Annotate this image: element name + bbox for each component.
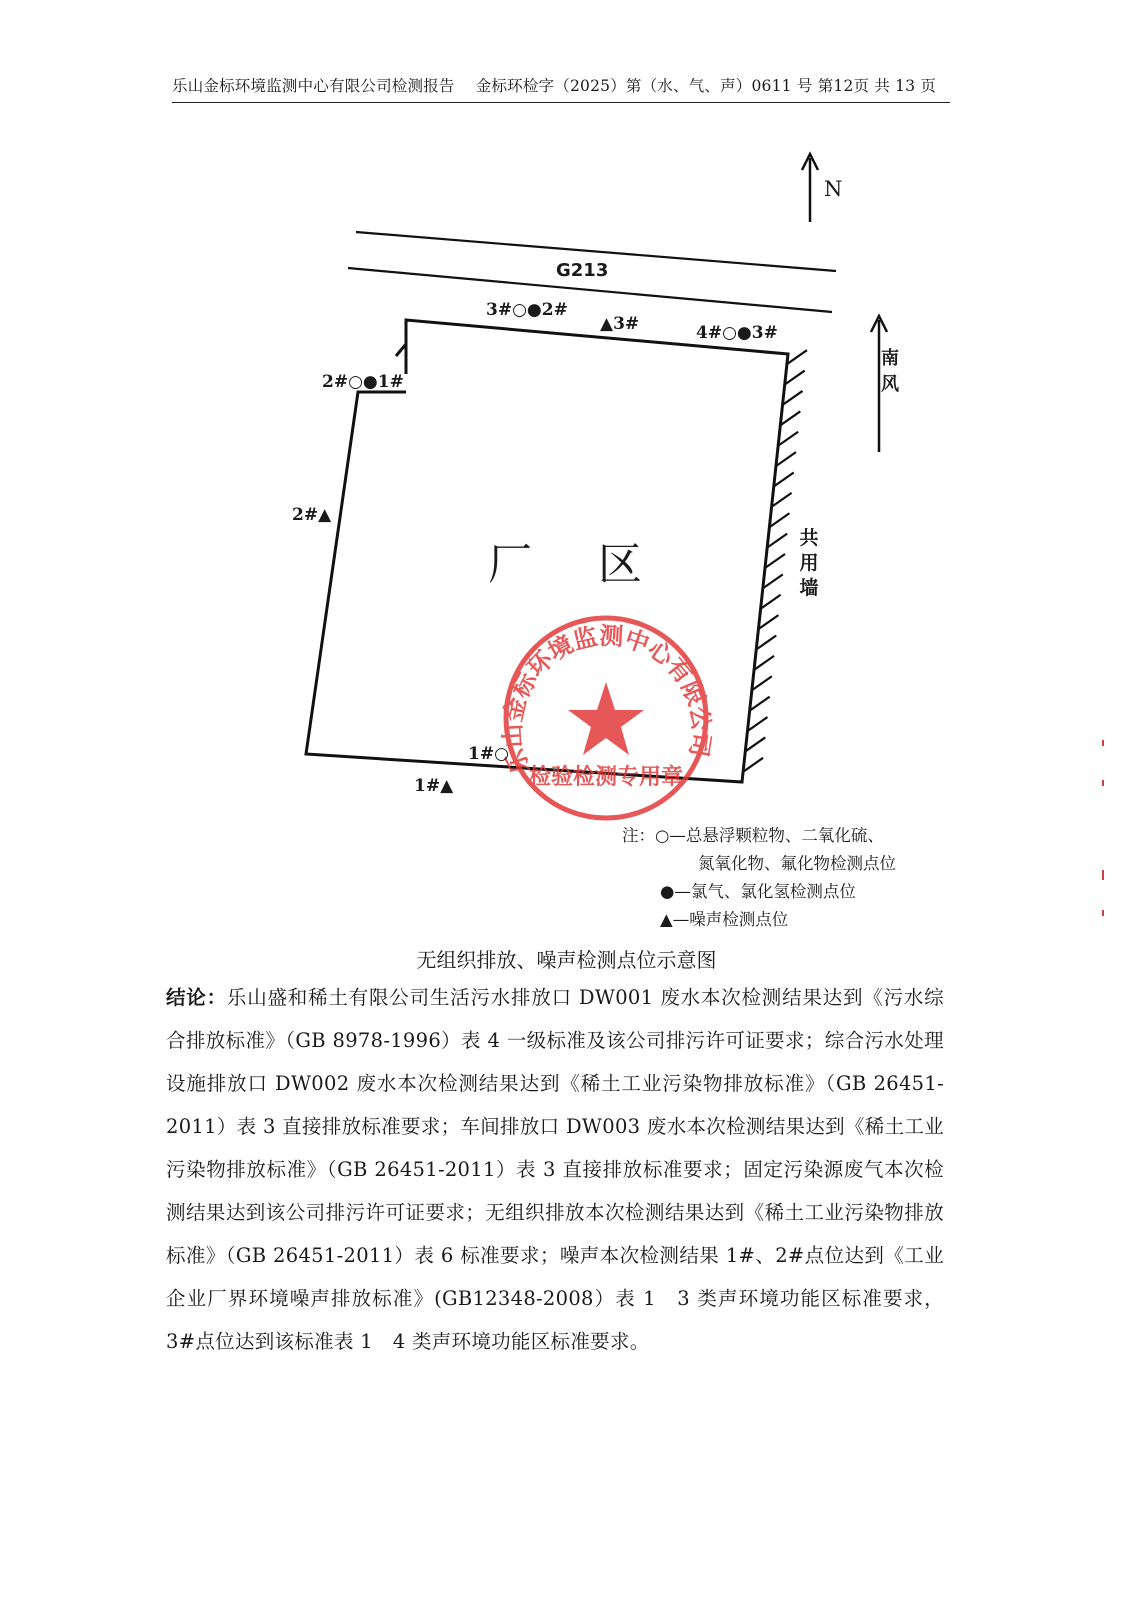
point-bottom-o: 1#○ xyxy=(468,744,509,764)
point-top-right: 4#○●3# xyxy=(696,323,778,343)
header-org: 乐山金标环境监测中心有限公司检测报告 xyxy=(172,77,455,95)
wall-hatch-mark xyxy=(763,574,783,588)
wall-hatch-mark xyxy=(758,615,778,629)
wall-hatch-mark xyxy=(785,371,805,385)
note-prefix: 注： xyxy=(622,826,655,845)
note-line-1: ○—总悬浮颗粒物、二氧化硫、 xyxy=(655,826,884,845)
conclusion-body: 乐山盛和稀土有限公司生活污水排放口 DW001 废水本次检测结果达到《污水综合排放标准》（GB 8978-1996）表 4 一级标准及该公司排污许可证要求；综合污水处理设施排放口 DW002 废水本次检测结果达到《稀土工业污染物排放标准》（GB 26451-2011）表 3 直接排放标准要求；车间排放口 DW003 废水本次检测结果达到《稀土工业污染物排放标准》（GB 26451-2011）表 3 直接排放标准要求；固定污染源废气本次检测结果达到该公司排污许可证要求；无组织排放本次检测结果达到《稀土工业污染物排放标准》（GB 26451-2011）表 6 标准要求；噪声本次检测结果 1#、2#点位达到《工业企业厂界环境噪声排放标准》(GB12348-2008）表 1 3 类声环境功能区标准要求，3#点位达到该标准表 1 4 类声环境功能区标准要求。 xyxy=(166,986,944,1353)
wall-hatch-mark xyxy=(756,636,776,650)
shared-wall-label: 共用墙 xyxy=(799,527,819,599)
point-top-left: 3#○●2# xyxy=(486,300,568,320)
wall-hatch-mark xyxy=(783,391,803,405)
header-report-number: 金标环检字（2025）第（水、气、声）0611 号 第12页 共 13 页 xyxy=(475,77,937,95)
wall-hatch-mark xyxy=(772,493,792,507)
note-line-2: 氮氧化物、氟化物检测点位 xyxy=(698,854,896,873)
north-label: N xyxy=(824,177,843,201)
point-left-mid: 2#▲ xyxy=(292,505,332,525)
figure-caption: 无组织排放、噪声检测点位示意图 xyxy=(416,948,717,972)
wall-hatch-mark xyxy=(747,717,767,731)
wall-hatch-mark xyxy=(761,595,781,609)
road-label: G213 xyxy=(556,260,609,281)
point-left-upper: 2#○●1# xyxy=(322,372,404,392)
seal-outer-text: 乐山金标环境监测中心有限公司 xyxy=(498,621,716,778)
wall-hatch-mark xyxy=(743,758,763,772)
wall-hatch-mark xyxy=(767,534,787,548)
point-bottom-tri: 1#▲ xyxy=(414,776,454,796)
conclusion-lead: 结论： xyxy=(166,986,227,1009)
point-top-mid: ▲3# xyxy=(600,314,640,334)
north-arrow-icon xyxy=(802,154,818,222)
wall-hatch-mark xyxy=(776,452,796,466)
wall-hatch-mark xyxy=(787,350,807,364)
wall-hatch-mark xyxy=(745,737,765,751)
legend-notes xyxy=(622,822,896,934)
seal-inner-text: 检验检测专用章 xyxy=(528,765,684,790)
wall-hatch-mark xyxy=(769,513,789,527)
factory-area-label: 厂 区 xyxy=(488,539,668,590)
wall-hatch-mark xyxy=(765,554,785,568)
wind-label: 南风 xyxy=(881,348,899,395)
conclusion-paragraph xyxy=(166,976,944,1363)
note-line-4: ▲—噪声检测点位 xyxy=(660,910,789,929)
wall-hatch-mark xyxy=(774,472,794,486)
page-edge-marks xyxy=(1098,720,1108,930)
wall-hatch-mark xyxy=(778,432,798,446)
wall-hatch-mark xyxy=(780,411,800,425)
note-line-3: ●—氯气、氯化氢检测点位 xyxy=(660,882,856,901)
wall-hatch-mark xyxy=(750,697,770,711)
wall-hatch-mark xyxy=(754,656,774,670)
wall-hatch-mark xyxy=(752,676,772,690)
company-seal xyxy=(498,618,715,818)
